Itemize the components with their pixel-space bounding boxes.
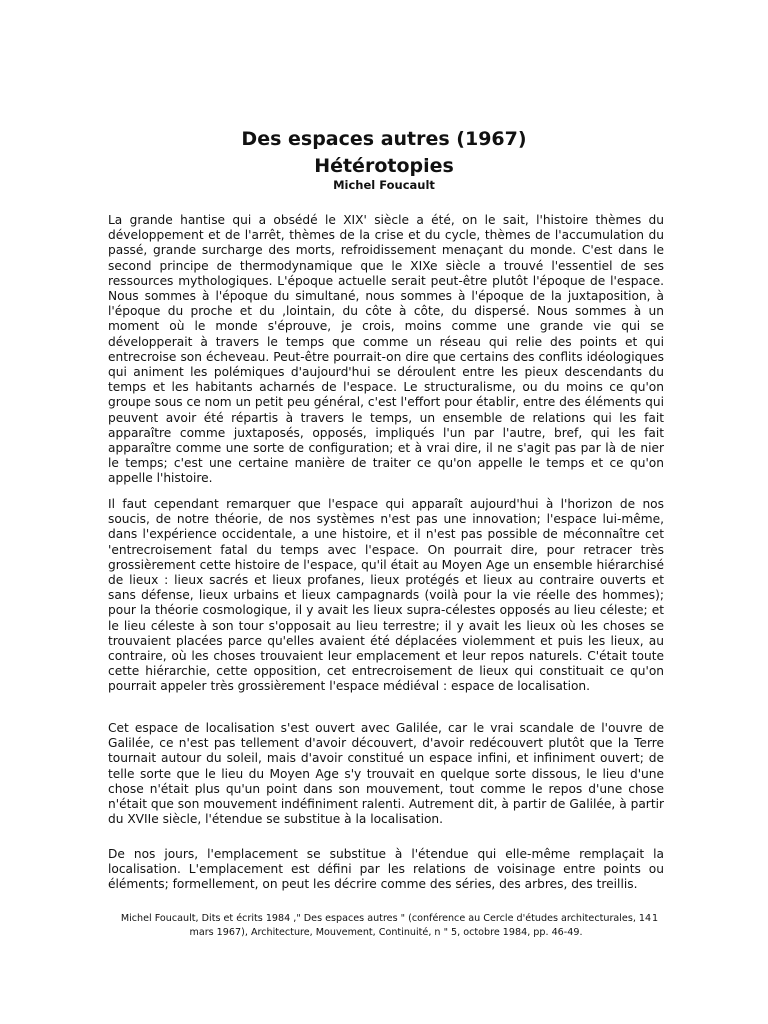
body-paragraph-2: Il faut cependant remarquer que l'espace qui apparaît aujourd'hui à l'horizon de nos soucis, de notre théorie, de nos systèmes n'est pas une innovation; l'espace lui-même, dans l'expérience occidentale, a une histoire, et il n'est pas possible de méconnaître cet 'entrecroisement fatal du temps avec l'espace. On pourrait dire, pour retracer très grossièrement cette histoire de l'espace, qu'il était au Moyen Age un ensemble hiérarchisé de lieux : lieux sacrés et lieux profanes, lieux protégés et lieux au contraire ouverts et sans défense, lieux urbains et lieux campagnards (voilà pour la vie réelle des hommes); pour la théorie cosmologique, il y avait les lieux supra-célestes opposés au lieu céleste; et le lieu céleste à son tour s'opposait au lieu terrestre; il y avait les lieux où les choses se trouvaient placées parce qu'elles avaient été déplacées violemment et puis les lieux, au contraire, où les choses trouvaient leur emplacement et leur repos naturels. C'était toute cette hiérarchie, cette opposition, cet entrecroisement de lieux qui constituait ce qu'on pourrait appeler très grossièrement l'espace médiéval : espace de localisation. bbox=[108, 497, 664, 694]
page-number: 1 bbox=[652, 913, 659, 924]
document-author: Michel Foucault bbox=[333, 178, 435, 192]
body-paragraph-3: Cet espace de localisation s'est ouvert avec Galilée, car le vrai scandale de l'ouvre de Galilée, ce n'est pas tellement d'avoir découvert, d'avoir redécouvert plutôt que la Terre tournait autour du soleil, mais d'avoir constitué un espace infini, et infiniment ouvert; de telle sorte que le lieu du Moyen Age s'y trouvait en quelque sorte dissous, le lieu d'une chose n'était plus qu'un point dans son mouvement, tout comme le repos d'une chose n'était que son mouvement indéfiniment ralenti. Autrement dit, à partir de Galilée, à partir du XVIIe siècle, l'étendue se substitue à la localisation. bbox=[108, 721, 664, 827]
document-subtitle: Hétérotopies bbox=[314, 155, 454, 177]
footnote: Michel Foucault, Dits et écrits 1984 ," Des espaces autres " (conférence au Cercle d'études architecturales, 14 mars 1967), Architecture, Mouvement, Continuité, n " 5, octobre 1984, pp. 46-49. bbox=[120, 913, 652, 938]
body-paragraph-1: La grande hantise qui a obsédé le XIX' siècle a été, on le sait, l'histoire thèmes du développement et de l'arrêt, thèmes de la crise et du cycle, thèmes de l'accumulation du passé, grande surcharge des morts, refroidissement menaçant du monde. C'est dans le second principe de thermodynamique que le XIXe siècle a trouvé l'essentiel de ses ressources mythologiques. L'époque actuelle serait peut-être plutôt l'époque de l'espace. Nous sommes à l'époque du simultané, nous sommes à l'époque de la juxtaposition, à l'époque du proche et du ,lointain, du côte à côte, du dispersé. Nous sommes à un moment où le monde s'éprouve, je crois, moins comme une grande vie qui se développerait à travers le temps que comme un réseau qui relie des points et qui entrecroise son écheveau. Peut-être pourrait-on dire que certains des conflits idéologiques qui animent les polémiques d'aujourd'hui se déroulent entre les pieux descendants du temps et les habitants acharnés de l'espace. Le structuralisme, ou du moins ce qu'on groupe sous ce nom un petit peu général, c'est l'effort pour établir, entre des éléments qui peuvent avoir été répartis à travers le temps, un ensemble de relations qui les fait apparaître comme juxtaposés, opposés, impliqués l'un par l'autre, bref, qui les fait apparaître comme une sorte de configuration; et à vrai dire, il ne s'agit pas par là de nier le temps; c'est une certaine manière de traiter ce qu'on appelle le temps et ce qu'on appelle l'histoire. bbox=[108, 213, 664, 486]
body-paragraph-4: De nos jours, l'emplacement se substitue à l'étendue qui elle-même remplaçait la localisation. L'emplacement est défini par les relations de voisinage entre points ou éléments; formellement, on peut les décrire comme des séries, des arbres, des treillis. bbox=[108, 847, 664, 892]
document-title: Des espaces autres (1967) bbox=[241, 128, 527, 150]
